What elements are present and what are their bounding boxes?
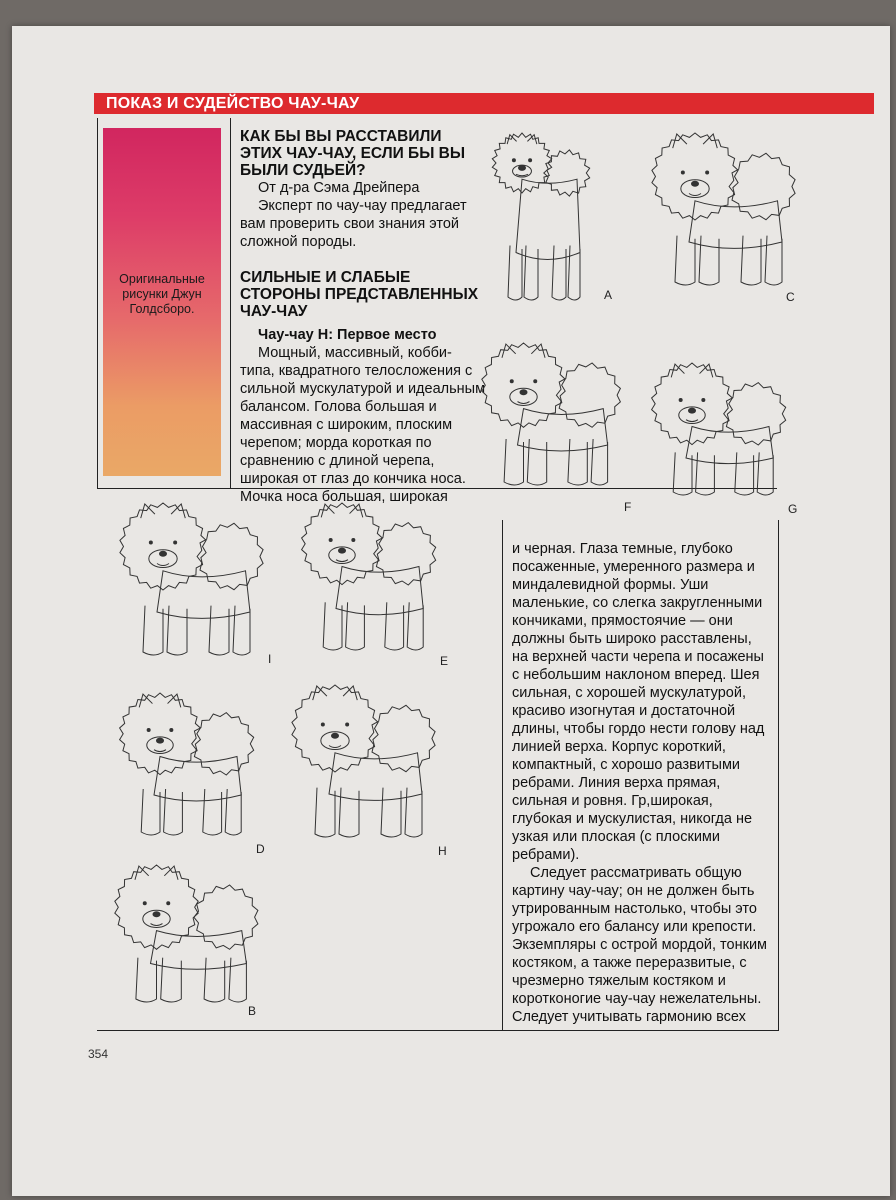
frame-line bbox=[230, 118, 231, 488]
article-subhead: СИЛЬНЫЕ И СЛАБЫЕ СТОРОНЫ ПРЕДСТАВЛЕННЫХ ЧАУ-ЧАУ bbox=[240, 269, 479, 320]
frame-line bbox=[502, 520, 503, 1030]
article-body-3: Следует рассматривать общую картину чау-чау; он не должен быть утрированным настолько, чтобы это угрожало его балансу или крепости. Экземпляры с острой мордой, тонким костяком, а также переразвитые, с чрезмерно тяжелым костяком и коротконогие чау-чау нежелательны. Следует учитывать гармонию всех bbox=[512, 865, 768, 1025]
figure-label: I bbox=[268, 652, 272, 666]
dog-sketch-icon bbox=[650, 130, 800, 290]
figure-label: E bbox=[440, 654, 449, 668]
figure-label: G bbox=[788, 502, 798, 516]
article-place: Чау-чау Н: Первое место bbox=[258, 327, 437, 343]
dog-sketch-icon bbox=[290, 682, 440, 842]
dog-sketch-icon bbox=[300, 500, 440, 655]
figure-label: D bbox=[256, 842, 265, 856]
dog-sketch-icon bbox=[650, 360, 790, 500]
dog-illustration-a bbox=[492, 130, 592, 305]
dog-sketch-icon bbox=[492, 130, 592, 305]
dog-sketch-icon bbox=[480, 340, 625, 490]
figure-label: B bbox=[248, 1004, 257, 1018]
frame-line bbox=[97, 118, 98, 488]
dog-illustration-g bbox=[650, 360, 790, 500]
article-headline: КАК БЫ ВЫ РАССТАВИЛИ ЭТИХ ЧАУ-ЧАУ, ЕСЛИ БЫ ВЫ БЫЛИ СУДЬЕЙ? bbox=[240, 128, 466, 179]
figure-label: C bbox=[786, 290, 795, 304]
section-title-bar: ПОКАЗ И СУДЕЙСТВО ЧАУ-ЧАУ bbox=[94, 93, 874, 114]
article-body-2: и черная. Глаза темные, глубоко посаженные, умеренного размера и миндалевидной формы. Уши маленькие, со слегка закругленными кончиками, прямостоячие — они должны быть широко расставлены, на верхней части черепа и посажены с небольшим наклоном вперед. Шея сильная, с хорошей мускулатурой, красиво изогнутая и достаточной длины, чтобы гордо нести голову над линией верха. Корпус короткий, компактный, с хорошо развитыми ребрами. Линия верха прямая, сильная и ровня. Гр,широкая, глубокая и мускулистая, никогда не узкая или плоская (с плоскими ребрами). bbox=[512, 541, 765, 863]
page-number: 354 bbox=[88, 1047, 109, 1061]
frame-line bbox=[778, 520, 779, 1030]
article-column-1 bbox=[240, 128, 486, 506]
dog-illustration-c bbox=[650, 130, 800, 290]
dog-illustration-f bbox=[480, 340, 625, 490]
figure-label: F bbox=[624, 500, 632, 514]
figure-label: H bbox=[438, 844, 447, 858]
dog-illustration-e bbox=[300, 500, 440, 655]
dog-illustration-d bbox=[118, 690, 258, 840]
figure-label: A bbox=[604, 288, 613, 302]
article-column-2 bbox=[512, 540, 770, 1026]
frame-line bbox=[97, 1030, 779, 1031]
dog-illustration-h bbox=[290, 682, 440, 842]
article-intro: Эксперт по чау-чау предлагает вам проверить свои знания этой сложной породы. bbox=[240, 198, 467, 250]
dog-sketch-icon bbox=[110, 862, 265, 1007]
dog-sketch-icon bbox=[118, 500, 268, 660]
dog-illustration-i bbox=[118, 500, 268, 660]
article-body-1: Мощный, массивный, кобби-типа, квадратного телосложения с сильной мускулатурой и идеальным балансом. Голова большая и массивная с широким, плоским черепом; морда короткая по сравнению с длиной черепа, широкая от глаз до кончика носа. Мочка носа большая, широкая bbox=[240, 345, 486, 505]
dog-illustration-b bbox=[110, 862, 265, 1007]
article-author: От д-ра Сэма Дрейпера bbox=[258, 180, 420, 196]
dog-sketch-icon bbox=[118, 690, 258, 840]
illustration-credit: Оригинальные рисунки Джун Голдсборо. bbox=[119, 272, 205, 316]
